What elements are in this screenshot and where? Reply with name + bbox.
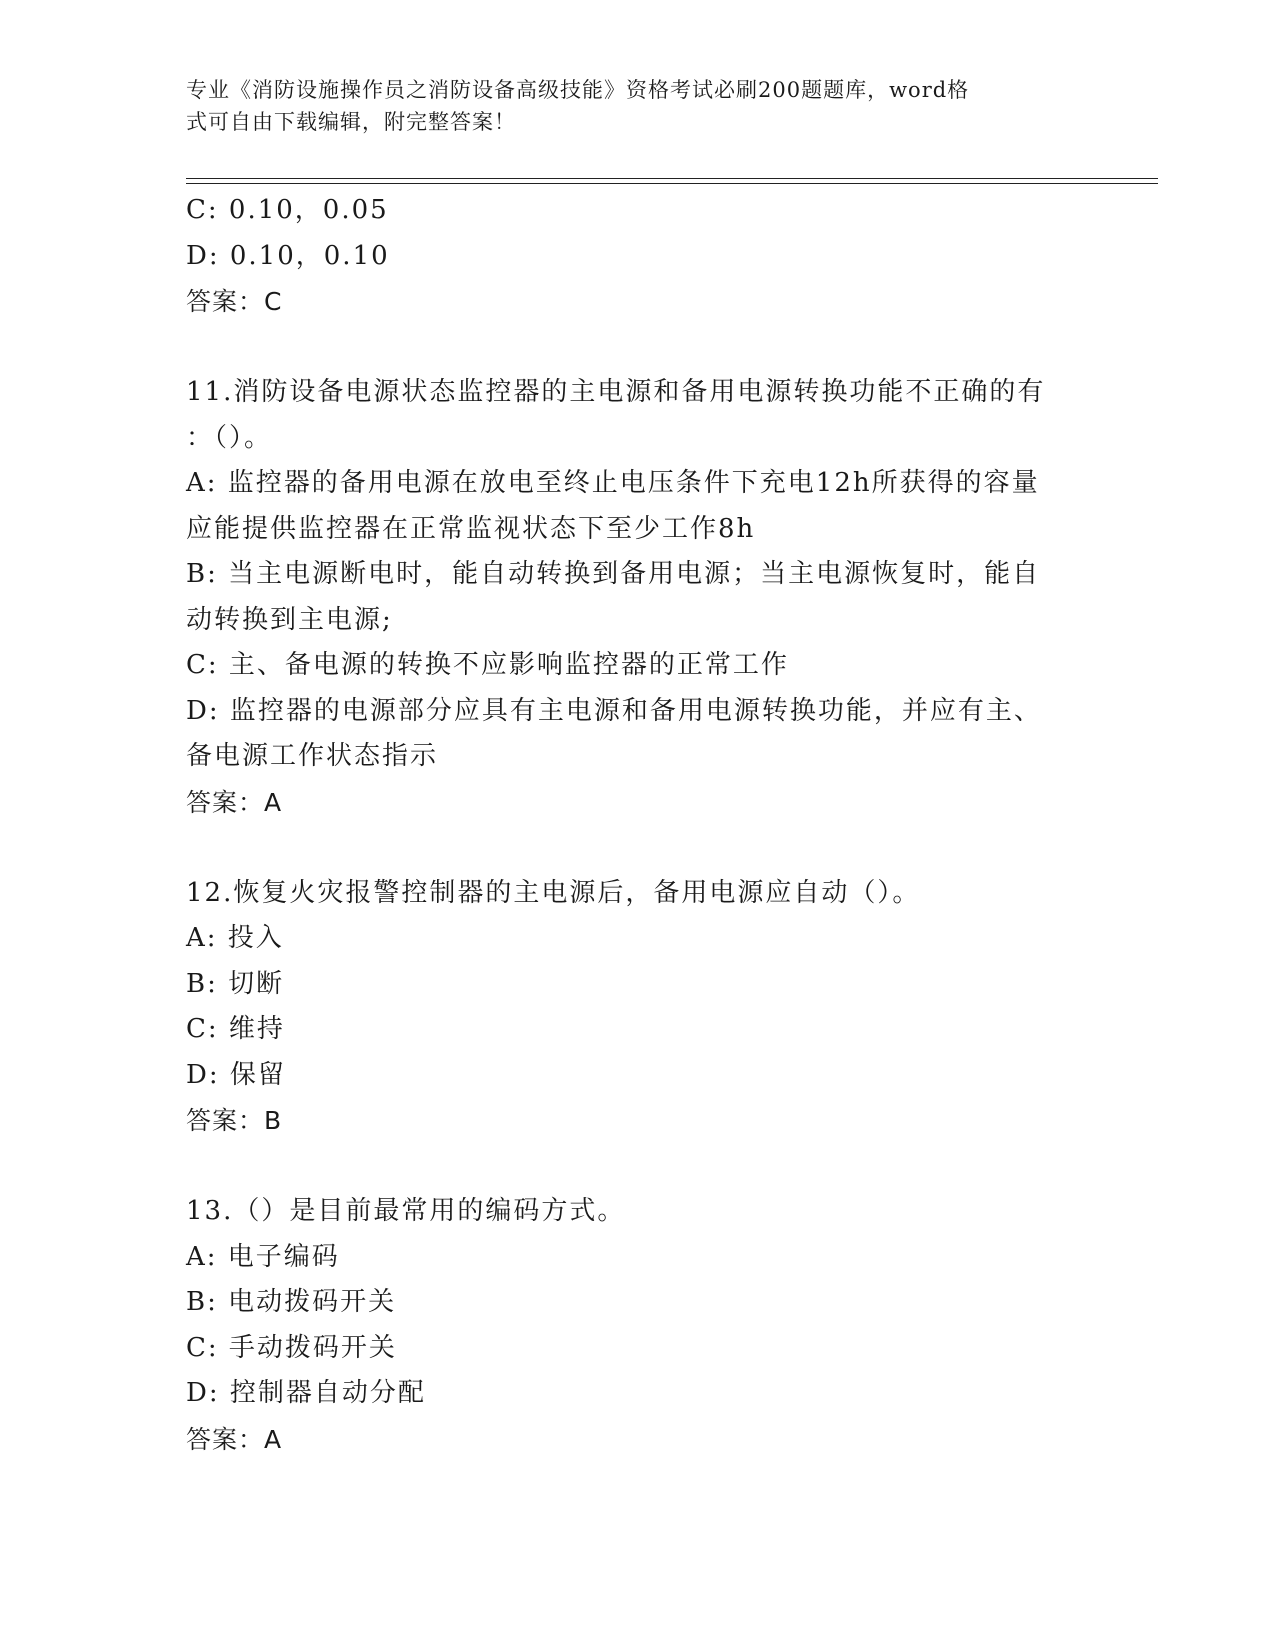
header-title-line-1: 专业《消防设施操作员之消防设备高级技能》资格考试必刷200题题库，word格 (186, 78, 970, 102)
option-a: A: 电子编码 (186, 1241, 340, 1272)
prev-option-d: D: 0.10，0.10 (186, 240, 390, 271)
option-c: C: 主、备电源的转换不应影响监控器的正常工作 (186, 650, 789, 680)
option-d: D: 控制器自动分配 (186, 1378, 426, 1408)
question-list (186, 188, 1086, 1462)
header-title-line-2: 式可自由下载编辑，附完整答案！ (186, 110, 516, 134)
prev-option-c: C: 0.10，0.05 (186, 195, 389, 225)
option-a: A: 监控器的备用电源在放电至终止电压条件下充电12h所获得的容量 (186, 468, 1040, 498)
option-a-cont: 应能提供监控器在正常监视状态下至少工作8h (186, 513, 756, 544)
option-d: D: 保留 (186, 1059, 286, 1090)
question-stem: 12.恢复火灾报警控制器的主电源后，备用电源应自动（）。 (186, 877, 921, 908)
question-12 (186, 871, 1086, 1144)
option-a: A: 投入 (186, 923, 284, 953)
option-b: B: 电动拨码开关 (186, 1287, 397, 1317)
document-header (186, 74, 1066, 138)
option-c: C: 维持 (186, 1014, 285, 1044)
question-13 (186, 1189, 1086, 1462)
option-c: C: 手动拨码开关 (186, 1332, 397, 1363)
question-stem: 11.消防设备电源状态监控器的主电源和备用电源转换功能不正确的有 (186, 377, 1046, 407)
question-stem: 13.（）是目前最常用的编码方式。 (186, 1196, 626, 1226)
answer: 答案：B (186, 1106, 283, 1135)
answer: 答案：A (186, 787, 283, 817)
option-b: B: 当主电源断电时，能自动转换到备用电源；当主电源恢复时，能自 (186, 559, 1041, 589)
question-11 (186, 370, 1086, 825)
option-b-cont: 动转换到主电源; (186, 604, 393, 635)
option-d-cont: 备电源工作状态指示 (186, 741, 439, 771)
option-b: B: 切断 (186, 968, 285, 999)
spacer (186, 1144, 1086, 1190)
prev-answer: 答案：C (186, 287, 283, 316)
option-d: D: 监控器的电源部分应具有主电源和备用电源转换功能，并应有主、 (186, 695, 1042, 726)
header-divider-top (186, 178, 1158, 179)
spacer (186, 825, 1086, 871)
spacer (186, 325, 1086, 371)
answer: 答案：A (186, 1424, 283, 1454)
header-divider-bottom (186, 183, 1158, 184)
question-stem-cont: ：（）。 (186, 422, 273, 453)
